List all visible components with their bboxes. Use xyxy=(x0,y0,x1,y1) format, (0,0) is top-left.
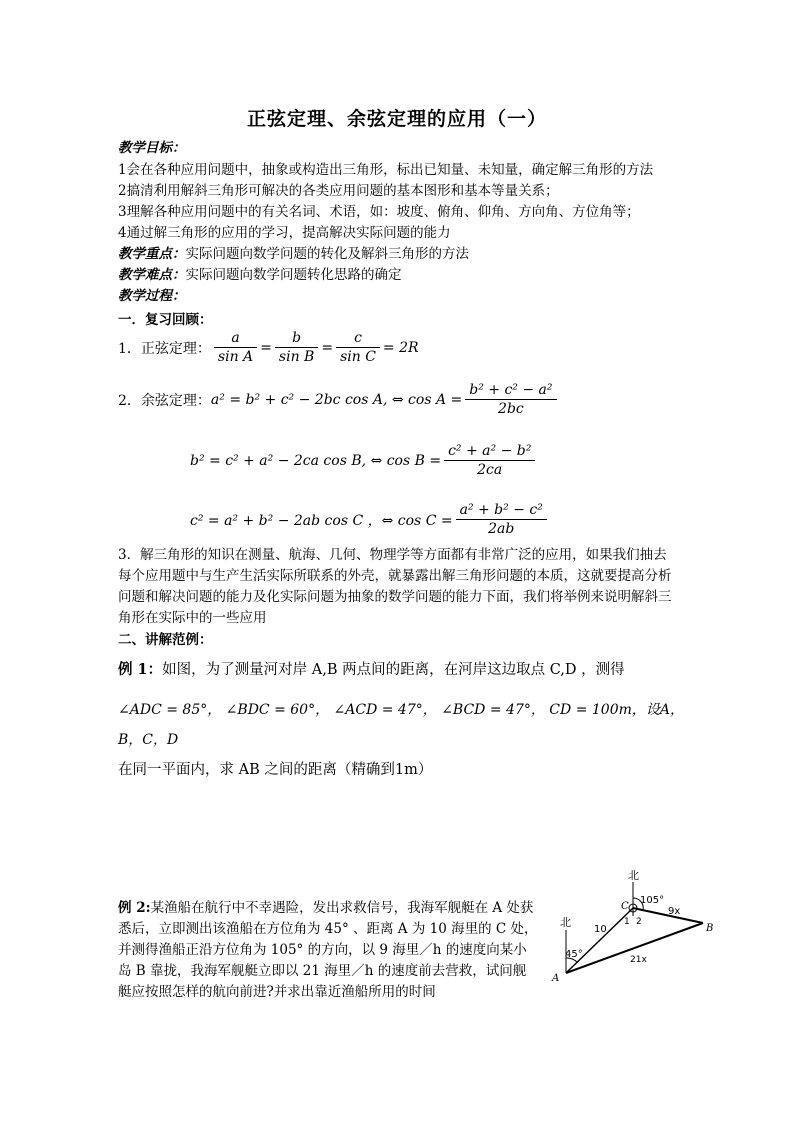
objective-1: 1会在各种应用问题中，抽象或构造出三角形，标出已知量、未知量，确定解三角形的方法 xyxy=(118,162,654,178)
cos3-frac xyxy=(456,502,547,537)
difficulty-label: 教学难点： xyxy=(118,267,186,283)
example-1-line-2: ∠ADC = 85°， ∠BDC = 60°， ∠ACD = 47°， ∠BCD = 47°， CD = 100m，设A，B，C，D xyxy=(118,702,684,748)
review-paragraph-3: 3．解三角形的知识在测量、航海、几何、物理学等方面都有非常广泛的应用，如果我们抽去每个应用题中与生产生活实际所联系的外壳，就暴露出解三角形问题的本质，这就要提高分析问题和解决问题的能力及化实际问题为抽象的数学问题的能力下面，我们将举例来说明解斜三角形在实际中的一些应用 xyxy=(118,547,672,626)
angle-2-label: 2 xyxy=(636,917,642,927)
sine-frac-b xyxy=(275,330,318,365)
objective-3: 3理解各种应用问题中的有关名词、术语，如：坡度、俯角、仰角、方向角、方位角等； xyxy=(118,204,640,220)
frac-num: a xyxy=(214,330,257,348)
cos1-frac xyxy=(465,382,556,417)
objective-2: 2搞清利用解斜三角形可解决的各类应用问题的基本图形和基本等量关系； xyxy=(118,183,559,199)
segment-cb-label: 9x xyxy=(668,906,681,917)
examples-heading: 二、讲解范例： xyxy=(118,632,213,648)
example-1-line-1-text: 如图，为了测量河对岸 A,B 两点间的距离，在河岸这边取点 C,D ，测得 xyxy=(162,662,625,678)
review-heading: 一．复习回顾： xyxy=(118,312,213,328)
angle-a-label: 45° xyxy=(565,949,583,960)
frac-num: a² + b² − c² xyxy=(456,502,547,520)
sine-frac-a xyxy=(214,330,257,365)
frac-num: c² + a² − b² xyxy=(444,443,535,461)
angle-1-label: 1 xyxy=(624,917,630,927)
frac-num: b² + c² − a² xyxy=(465,382,556,400)
cos2-frac xyxy=(444,443,535,478)
difficulty-text: 实际问题向数学问题转化思路的确定 xyxy=(185,267,402,283)
sine-label: 1．正弦定理： xyxy=(118,340,211,357)
cosine-rule-2 xyxy=(190,443,538,478)
example-2-text: 某渔船在航行中不幸遇险，发出求救信号，我海军舰艇在 A 处获悉后，立即测出该渔船在方位角为 45° 、距离 A 为 10 海里的 C 处，并测得渔船正沿方位角为 105° 的方向，以 9 海里／h 的速度向某小岛 B 靠拢，我海军舰艇立即以 21 海里／h 的速度前去营救，试问舰艇应按照怎样的航向前进?并求出靠近渔船所用的时间 xyxy=(118,900,538,1000)
segment-ac xyxy=(566,908,633,973)
example-1 xyxy=(118,655,708,785)
objective-4: 4通过解三角形的应用的学习，提高解决实际问题的能力 xyxy=(118,225,451,241)
cos3-left: c² = a² + b² − 2ab cos C ，⇔ cos C = xyxy=(190,512,453,529)
frac-den: sin B xyxy=(278,349,315,365)
frac-den: 2bc xyxy=(498,401,524,417)
process-label: 教学过程： xyxy=(118,288,186,304)
frac-den: 2ca xyxy=(477,462,503,478)
frac-den: sin C xyxy=(340,349,376,365)
point-c-label: C xyxy=(621,901,629,912)
cosine-rule-3 xyxy=(190,502,550,537)
frac-den: 2ab xyxy=(488,521,515,537)
sine-2r: = 2R xyxy=(382,339,419,356)
segment-ab-label: 21x xyxy=(630,955,647,965)
example-2-label: 例 2: xyxy=(118,900,151,916)
example-1-line-3: 在同一平面内，求 AB 之间的距离（精确到1m） xyxy=(118,762,433,778)
sine-frac-c xyxy=(336,330,380,365)
example-2 xyxy=(118,898,538,1003)
north-label-c: 北 xyxy=(628,869,639,882)
frac-den: sin A xyxy=(217,349,254,365)
key-point-label: 教学重点： xyxy=(118,246,186,262)
key-point-text: 实际问题向数学问题的转化及解斜三角形的方法 xyxy=(185,246,469,262)
frac-num: c xyxy=(336,330,380,348)
point-b-label: B xyxy=(706,923,714,934)
angle-c-label: 105° xyxy=(640,895,665,906)
frac-num: b xyxy=(275,330,318,348)
example-1-line-1 xyxy=(118,655,708,685)
page-title: 正弦定理、余弦定理的应用（一） xyxy=(246,108,547,130)
ship-diagram xyxy=(548,868,728,988)
objectives-heading: 教学目标： xyxy=(118,140,186,156)
segment-ab xyxy=(566,923,703,973)
point-a-label: A xyxy=(552,973,560,984)
key-point-row xyxy=(118,244,469,264)
segment-ac-label: 10 xyxy=(594,924,607,935)
cos1-left: a² = b² + c² − 2bc cos A, ⇔ cos A = xyxy=(210,391,463,408)
example-1-label: 例 1： xyxy=(118,661,163,678)
cosine-label: 2．余弦定理： xyxy=(118,392,211,409)
north-label-a: 北 xyxy=(560,916,571,929)
cos2-left: b² = c² + a² − 2ca cos B, ⇔ cos B = xyxy=(190,452,442,469)
cosine-rule-1 xyxy=(118,382,560,417)
difficulty-row xyxy=(118,265,402,285)
sine-rule: 1．正弦定理： $\frac{a}{\text{sin A}}$ = $\frac{b}{\text{sin B}}$ = $\frac{c}{\text{sin C}}$ = 2R xyxy=(118,330,419,365)
